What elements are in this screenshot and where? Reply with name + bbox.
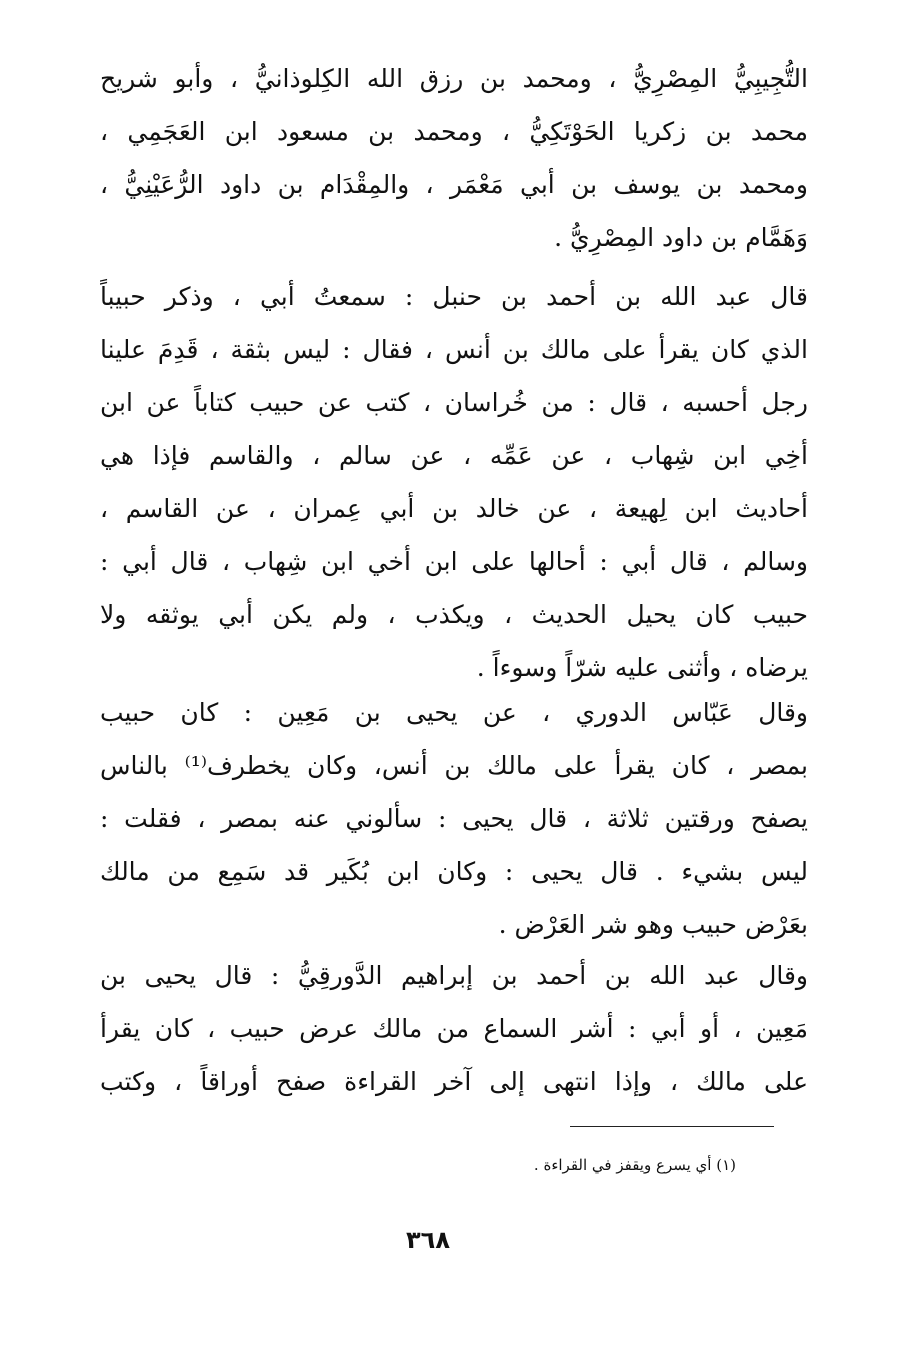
text-line: رجل أحسبه ، قال : من خُراسان ، كتب عن حبيب كتاباً عن ابن	[100, 388, 808, 417]
text-line: مَعِين ، أو أبي : أشر السماع من مالك عرض حبيب ، كان يقرأ	[100, 1014, 808, 1043]
text-line: أحاديث ابن لِهيعة ، عن خالد بن أبي عِمران ، عن القاسم ،	[100, 494, 808, 523]
paragraph-4	[100, 949, 808, 1108]
footnote-separator	[570, 1126, 774, 1127]
paragraph-1	[100, 52, 808, 264]
paragraph-2	[100, 270, 808, 694]
text-line: يرضاه ، وأثنى عليه شرّاً وسوءاً .	[476, 653, 808, 682]
paragraph-3	[100, 686, 808, 951]
footnote: (١) أي يسرع ويقفز في القراءة .	[533, 1156, 736, 1174]
text-line: بعَرْض حبيب وهو شر العَرْض .	[498, 910, 808, 939]
text-line: وقال عَبّاس الدوري ، عن يحيى بن مَعِين : كان حبيب	[100, 698, 808, 727]
text-line: وقال عبد الله بن أحمد بن إبراهيم الدَّورقِيُّ : قال يحيى بن	[100, 961, 808, 990]
text-line: أخِي ابن شِهاب ، عن عَمِّه ، عن سالم ، والقاسم فإذا هي	[100, 441, 808, 470]
text-line: التُّجِيبِيُّ المِصْرِيُّ ، ومحمد بن رزق الله الكِلوذانيُّ ، وأبو شريح	[100, 64, 808, 93]
text-line: ليس بشيء . قال يحيى : وكان ابن بُكَير قد سَمِع من مالك	[100, 857, 808, 886]
text-line: وسالم ، قال أبي : أحالها على ابن أخي ابن شِهاب ، قال أبي :	[100, 547, 808, 576]
text-line: قال عبد الله بن أحمد بن حنبل : سمعتُ أبي ، وذكر حبيباً	[100, 282, 808, 311]
text-line: بمصر ، كان يقرأ على مالك بن أنس، وكان يخطرف⁽¹⁾ بالناس	[100, 751, 808, 780]
text-line: ومحمد بن يوسف بن أبي مَعْمَر ، والمِقْدَام بن داود الرُّعَيْنِيُّ ،	[100, 170, 808, 199]
text-line: يصفح ورقتين ثلاثة ، قال يحيى : سألوني عنه بمصر ، فقلت :	[100, 804, 808, 833]
text-line: حبيب كان يحيل الحديث ، ويكذب ، ولم يكن أبي يوثقه ولا	[100, 600, 808, 629]
text-line: محمد بن زكريا الحَوْتَكِيُّ ، ومحمد بن مسعود ابن العَجَمِي ،	[100, 117, 808, 146]
text-line: وَهَمَّام بن داود المِصْرِيُّ .	[554, 223, 808, 252]
text-line: على مالك ، وإذا انتهى إلى آخر القراءة صفح أوراقاً ، وكتب	[100, 1067, 808, 1096]
page-number: ٣٦٨	[406, 1226, 450, 1254]
text-line: الذي كان يقرأ على مالك بن أنس ، فقال : ليس بثقة ، قَدِمَ علينا	[100, 335, 808, 364]
